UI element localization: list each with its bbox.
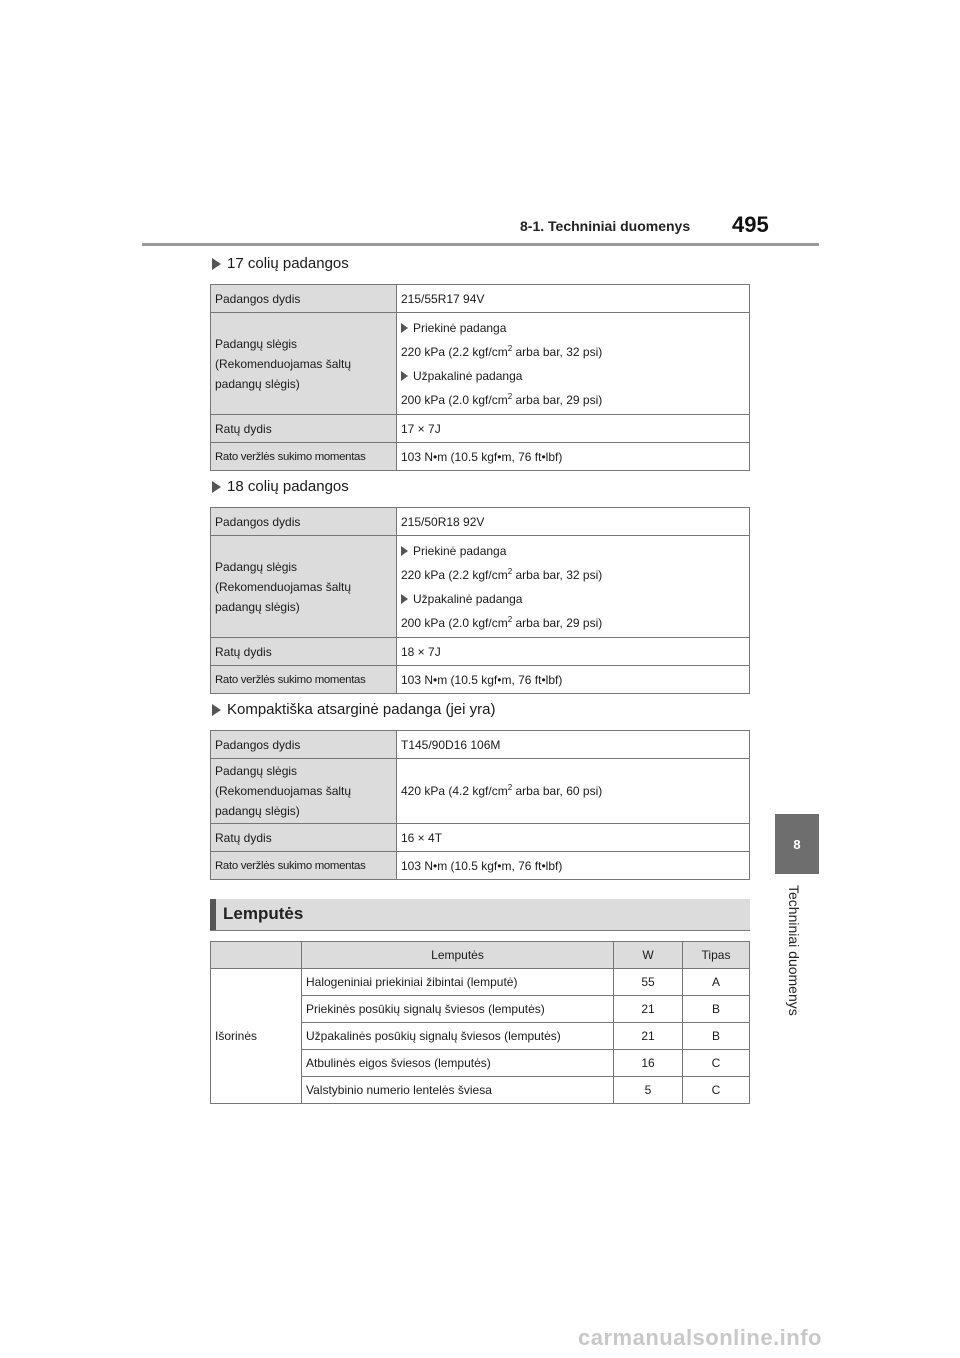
bulb-watt: 21	[614, 1023, 683, 1050]
table-row	[211, 666, 750, 694]
superscript: 2	[507, 343, 513, 353]
section-heading-17	[212, 255, 349, 272]
pressure-value	[397, 759, 750, 824]
footer-watermark: carmanualsonline.info	[578, 1325, 822, 1350]
bulb-name: Valstybinio numerio lentelės šviesa	[302, 1077, 614, 1104]
superscript: 2	[507, 783, 513, 792]
header-section-title: 8-1. Techniniai duomenys	[520, 218, 691, 234]
triangle-bullet-icon	[212, 481, 221, 493]
pressure-label: Padangų slėgis (Rekomenduojamas šaltų padangų slėgis)	[211, 759, 397, 824]
torque-value: 103 N•m (10.5 kgf•m, 76 ft•lbf)	[397, 666, 750, 694]
table-row	[211, 536, 750, 638]
rear-pressure: 200 kPa (2.0 kgf/cm	[401, 392, 508, 407]
pressure-label: Padangų slėgis (Rekomenduojamas šaltų padangų slėgis)	[211, 536, 397, 638]
table-row	[211, 508, 750, 536]
bulb-name: Priekinės posūkių signalų šviesos (lemputės)	[302, 996, 614, 1023]
bulb-name: Užpakalinės posūkių signalų šviesos (lemputės)	[302, 1023, 614, 1050]
table-header-row	[211, 942, 750, 969]
pressure-label: Padangų slėgis (Rekomenduojamas šaltų padangų slėgis)	[211, 313, 397, 415]
pressure-value	[397, 313, 750, 415]
rear-tire-label: Užpakalinė padanga	[413, 591, 523, 606]
rear-pressure: 200 kPa (2.0 kgf/cm	[401, 615, 508, 630]
triangle-bullet-icon	[212, 258, 221, 270]
column-header: W	[614, 942, 683, 969]
superscript: 2	[507, 566, 513, 576]
bulb-category: Išorinės	[211, 969, 302, 1104]
table-row	[211, 969, 750, 996]
rear-pressure-suffix: arba bar, 29 psi)	[512, 392, 603, 407]
tire-table-18	[210, 507, 750, 694]
tire-table-spare	[210, 730, 750, 880]
superscript: 2	[507, 614, 513, 624]
table-row	[211, 731, 750, 759]
bulb-type: B	[683, 1023, 750, 1050]
bulb-type: B	[683, 996, 750, 1023]
bulbs-heading-text: Lemputės	[223, 904, 304, 923]
pressure-value	[397, 536, 750, 638]
spare-pressure: 420 kPa (4.2 kgf/cm	[401, 784, 508, 798]
column-header: Lemputės	[302, 942, 614, 969]
bulb-type: C	[683, 1077, 750, 1104]
bulbs-table	[210, 941, 750, 1104]
front-pressure: 220 kPa (2.2 kgf/cm	[401, 567, 508, 582]
front-pressure: 220 kPa (2.2 kgf/cm	[401, 344, 508, 359]
table-row	[211, 415, 750, 443]
section-heading-text: 18 colių padangos	[227, 478, 349, 495]
front-pressure-suffix: arba bar, 32 psi)	[512, 567, 603, 582]
torque-value: 103 N•m (10.5 kgf•m, 76 ft•lbf)	[397, 443, 750, 471]
bulb-watt: 16	[614, 1050, 683, 1077]
table-row	[211, 443, 750, 471]
bulb-name: Atbulinės eigos šviesos (lemputės)	[302, 1050, 614, 1077]
wheel-label: Ratų dydis	[211, 824, 397, 852]
superscript: 2	[507, 391, 513, 401]
chapter-tab: 8	[775, 814, 819, 874]
front-pressure-suffix: arba bar, 32 psi)	[512, 344, 603, 359]
page-number: 495	[732, 212, 769, 237]
bulb-watt: 5	[614, 1077, 683, 1104]
torque-label: Rato veržlės sukimo momentas	[211, 443, 397, 471]
header-rule	[142, 243, 819, 246]
section-heading-text: 17 colių padangos	[227, 255, 349, 272]
table-row	[211, 852, 750, 880]
bulb-type: A	[683, 969, 750, 996]
front-tire-label: Priekinė padanga	[413, 320, 507, 335]
chapter-side-label: Techniniai duomenys	[786, 885, 802, 1016]
section-heading-text: Kompaktiška atsarginė padanga (jei yra)	[227, 701, 496, 718]
triangle-bullet-icon	[401, 323, 408, 333]
wheel-value: 18 × 7J	[397, 638, 750, 666]
front-tire-label: Priekinė padanga	[413, 543, 507, 558]
bulb-watt: 55	[614, 969, 683, 996]
wheel-value: 16 × 4T	[397, 824, 750, 852]
heading-accent-bar	[210, 899, 216, 930]
bulb-type: C	[683, 1050, 750, 1077]
triangle-bullet-icon	[401, 371, 408, 381]
column-header	[211, 942, 302, 969]
table-row	[211, 638, 750, 666]
torque-value: 103 N•m (10.5 kgf•m, 76 ft•lbf)	[397, 852, 750, 880]
wheel-label: Ratų dydis	[211, 638, 397, 666]
size-value: 215/55R17 94V	[397, 285, 750, 313]
table-row	[211, 824, 750, 852]
size-value: T145/90D16 106M	[397, 731, 750, 759]
size-label: Padangos dydis	[211, 508, 397, 536]
table-row	[211, 313, 750, 415]
table-row	[211, 285, 750, 313]
wheel-label: Ratų dydis	[211, 415, 397, 443]
column-header: Tipas	[683, 942, 750, 969]
wheel-value: 17 × 7J	[397, 415, 750, 443]
bulb-watt: 21	[614, 996, 683, 1023]
bulb-name: Halogeniniai priekiniai žibintai (lemputė)	[302, 969, 614, 996]
torque-label: Rato veržlės sukimo momentas	[211, 852, 397, 880]
rear-pressure-suffix: arba bar, 29 psi)	[512, 615, 603, 630]
torque-label: Rato veržlės sukimo momentas	[211, 666, 397, 694]
tire-table-17	[210, 284, 750, 471]
spare-pressure-suffix: arba bar, 60 psi)	[512, 784, 603, 798]
section-heading-18	[212, 478, 349, 495]
size-value: 215/50R18 92V	[397, 508, 750, 536]
triangle-bullet-icon	[212, 704, 221, 716]
size-label: Padangos dydis	[211, 285, 397, 313]
table-row	[211, 759, 750, 824]
size-label: Padangos dydis	[211, 731, 397, 759]
section-heading-spare	[212, 701, 495, 718]
rear-tire-label: Užpakalinė padanga	[413, 368, 523, 383]
bulbs-section-heading	[210, 899, 750, 931]
triangle-bullet-icon	[401, 594, 408, 604]
triangle-bullet-icon	[401, 546, 408, 556]
